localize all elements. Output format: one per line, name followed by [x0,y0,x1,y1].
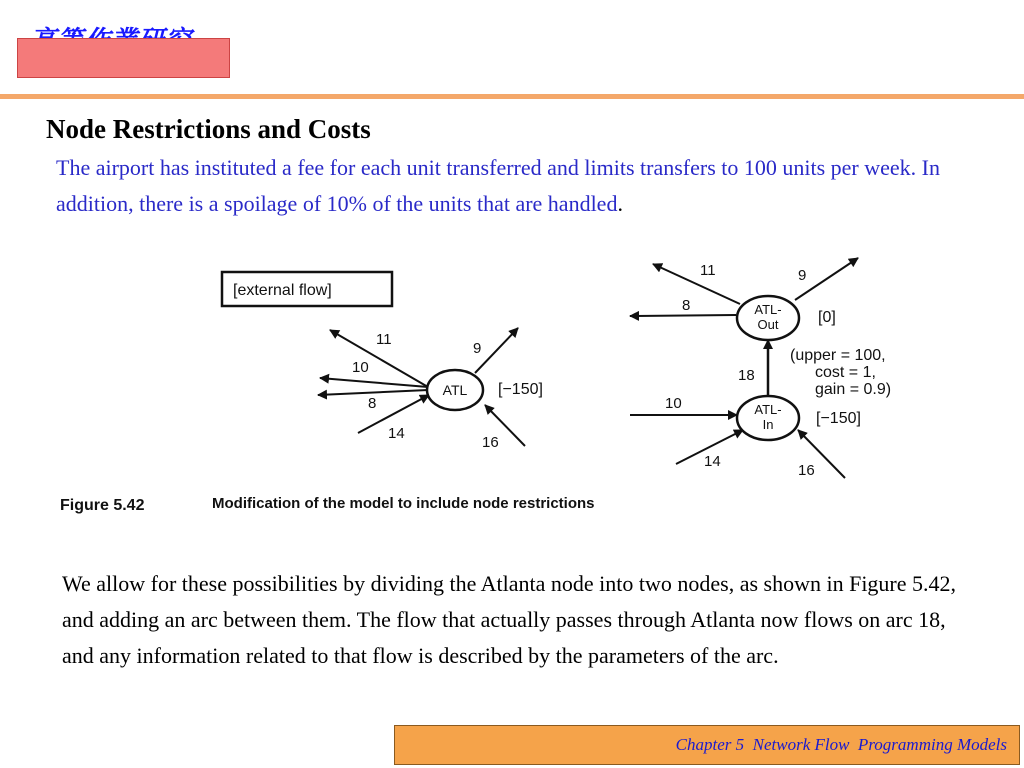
arc-8-left-label: 8 [368,395,377,412]
atl-external-flow: [−150] [498,381,543,398]
intro-period: . [617,191,623,216]
arc-9-right-label: 9 [798,267,807,284]
atl-in-external-flow: [−150] [816,410,861,427]
arc-10-right-label: 10 [665,395,682,412]
arc-16-right-label: 16 [798,462,815,479]
arc-9-left [475,328,518,373]
title-highlight-box [17,38,230,78]
atl-node-label: ATL [442,382,468,398]
arc-14-left-label: 14 [388,425,405,442]
arc-18-params-2: cost = 1, [815,364,876,381]
figure-caption-label: Figure 5.42 [60,497,145,514]
atl-in-label-1: ATL- [754,402,782,417]
atl-out-label-1: ATL- [754,302,782,317]
footer-bar [394,725,1020,765]
slide-title: Node Restrictions and Costs [46,114,371,144]
arc-10-left [320,378,428,387]
atl-out-external-flow: [0] [818,309,836,326]
atl-in-label-2: In [762,417,774,432]
arc-11-right [653,264,740,304]
figure-caption-text: Modification of the model to include node restrictions [212,495,595,512]
arc-18-params-1: (upper = 100, [790,347,886,364]
arc-14-right-label: 14 [704,453,721,470]
intro-paragraph [56,150,956,222]
body-paragraph: We allow for these possibilities by dividing the Atlanta node into two nodes, as shown in Figure 5.42, and adding an arc between them. The flow that actually passes through Atlanta now flows on arc 18, and any information related to that flow is described by the parameters of the arc. [62,571,957,668]
arc-8-right [630,315,736,316]
intro-text: The airport has instituted a fee for each unit transferred and limits transfers to 100 units per week. In addition, there is a spoilage of 10% of the units that are handled [56,155,940,216]
arc-18-label: 18 [738,367,755,384]
arc-10-left-label: 10 [352,359,369,376]
header-divider [0,94,1024,99]
arc-9-left-label: 9 [473,340,482,357]
atl-out-label-2: Out [757,317,779,332]
arc-18-params-3: gain = 0.9) [815,381,892,398]
arc-16-left-label: 16 [482,434,499,451]
network-figure [50,250,892,525]
arc-11-right-label: 11 [700,262,716,279]
legend-text: [external flow] [233,282,332,299]
arc-11-left-label: 11 [376,331,392,348]
footer-text: Chapter 5 Network Flow Programming Models [675,735,1007,754]
arc-8-right-label: 8 [682,297,691,314]
